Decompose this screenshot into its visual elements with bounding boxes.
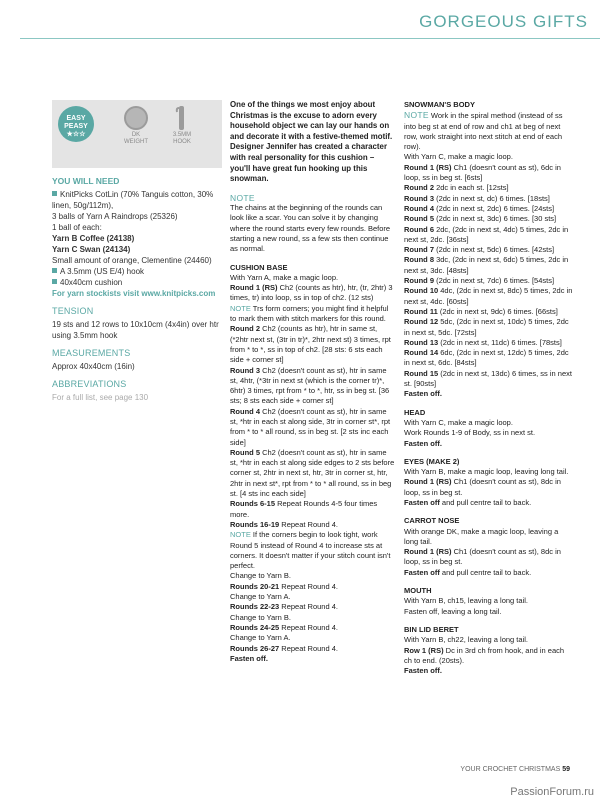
materials-list — [52, 189, 222, 288]
instruction-line — [230, 366, 396, 407]
instruction-line — [404, 225, 574, 246]
list-item: KnitPicks CotLin (70% Tanguis cotton, 30% linen, 50g/112m), — [52, 190, 214, 210]
round-label: Round 3 — [404, 193, 434, 203]
watermark: PassionForum.ru — [510, 786, 594, 798]
instruction-line — [404, 418, 574, 428]
round-label: Round 13 — [404, 337, 439, 347]
instruction-line — [230, 324, 396, 365]
yarn-weight-caption: DK WEIGHT — [124, 132, 148, 145]
instruction-text: With Yarn A, make a magic loop. — [230, 272, 339, 282]
round-label: Fasten off. — [404, 389, 442, 399]
beret-instructions — [404, 635, 574, 676]
eyes-instructions — [404, 467, 574, 508]
instruction-line — [404, 467, 574, 477]
instruction-text: Work Rounds 1-9 of Body, ss in next st. — [404, 428, 536, 438]
nose-heading: CARROT NOSE — [404, 516, 460, 526]
instruction-text: and pull centre tail to back. — [439, 497, 532, 507]
instruction-line — [404, 183, 574, 193]
head-instructions — [404, 418, 574, 449]
round-label: Round 11 — [404, 306, 438, 316]
instruction-line — [230, 530, 396, 571]
instruction-text: With Yarn C, make a magic loop. — [404, 152, 513, 162]
instruction-line — [404, 152, 574, 162]
badge-stars: ★☆☆ — [66, 131, 86, 138]
tension-heading: TENSION — [52, 306, 94, 316]
instruction-text: Change to Yarn B. — [230, 612, 292, 622]
instruction-line — [404, 596, 574, 606]
round-label: Fasten off. — [404, 438, 442, 448]
difficulty-badge — [58, 106, 94, 142]
eyes-heading: EYES (MAKE 2) — [404, 456, 460, 466]
cushion-instructions — [230, 273, 396, 664]
instruction-line — [404, 635, 574, 645]
body-note: NOTE Work in the spiral method (instead of ss into beg st at end of row and ch1 at beg of next row, work straight into next stitch at end of each row). — [404, 110, 563, 152]
instruction-text: If the corners begin to look tight, work Round 5 instead of Round 4 to increase sts at corners. It doesn't matter if your stitch count isn't perfect. — [230, 530, 391, 571]
instruction-text: (2dc in next st, 11dc) 6 times. [78sts] — [438, 337, 562, 347]
list-item: A 3.5mm (US E/4) hook — [52, 266, 222, 277]
round-label: Round 10 — [404, 286, 439, 296]
column-snowman — [404, 100, 574, 676]
round-label: Rounds 26-27 — [230, 643, 280, 653]
instruction-text: Repeat Round 4. — [279, 581, 338, 591]
instruction-line — [404, 389, 574, 399]
instruction-text: 2dc in each st. [12sts] — [434, 183, 509, 193]
header-banner — [0, 0, 600, 44]
section-title: GORGEOUS GIFTS — [419, 12, 588, 31]
instruction-line — [404, 439, 574, 449]
instruction-line — [404, 317, 574, 338]
instruction-line — [404, 163, 574, 184]
instruction-line — [404, 568, 574, 578]
instruction-text: Ch2 (counts as htr), htr in same st, (*2htr next st, (3tr in tr)*, 2htr next st) 3 times, rpt from * to *, ss in top of ch2. [28 sts: 6 sts each side + corner st] — [230, 324, 391, 365]
round-label: Round 7 — [404, 245, 434, 255]
magazine-name: YOUR CROCHET CHRISTMAS — [460, 766, 561, 773]
instruction-text: (2dc in next st, dc) 6 times. [18sts] — [434, 193, 550, 203]
instruction-line — [404, 286, 574, 307]
round-label: Round 2 — [230, 324, 260, 334]
note-label: NOTE — [230, 303, 251, 313]
round-label: Round 9 — [404, 276, 434, 286]
instruction-line — [404, 307, 574, 317]
round-label: Round 5 — [404, 214, 434, 224]
instruction-line — [230, 633, 396, 643]
round-label: Round 1 (RS) — [404, 162, 452, 172]
body-note-label: NOTE — [404, 110, 429, 121]
instruction-line — [404, 338, 574, 348]
note-label: NOTE — [230, 530, 251, 540]
instruction-text: Repeat Round 4. — [279, 622, 338, 632]
round-label: Round 12 — [404, 317, 439, 327]
intro-paragraph: One of the things we most enjoy about Christmas is the excuse to adorn every household object we can lay our hands on and decorate it with a festive-themed motif. Designer Jennifer has created a character with real personality for this cushion – you'll have great fun hooking up this snowman. — [230, 100, 393, 184]
crochet-hook-icon — [168, 104, 196, 132]
round-label: Fasten off — [404, 497, 440, 507]
page-number: 59 — [562, 766, 570, 773]
round-label: Round 3 — [230, 365, 260, 375]
instruction-line — [230, 602, 396, 612]
instruction-text: Repeat Round 4. — [279, 519, 338, 529]
instruction-line — [230, 407, 396, 448]
round-label: Round 15 — [404, 368, 439, 378]
instruction-text: (2dc in next st, 2dc) 6 times. [24sts] — [434, 203, 555, 213]
list-item: 3 balls of Yarn A Raindrops (25326) — [52, 212, 178, 221]
list-item: Yarn B Coffee (24138) — [52, 234, 135, 243]
instruction-text: 3dc, (2dc in next st, 6dc) 5 times, 2dc in next st, 3dc. [48sts] — [404, 255, 569, 275]
instruction-text: Change to Yarn A. — [230, 592, 291, 602]
instruction-text: (2dc in next st, 5dc) 6 times. [42sts] — [434, 245, 555, 255]
list-item: 40x40cm cushion — [52, 277, 222, 288]
instruction-text: 2dc, (2dc in next st, 4dc) 5 times, 2dc in next st, 2dc. [36sts] — [404, 224, 569, 244]
instruction-text: Ch2 (counts as htr), htr, (tr, 2htr) 3 times, tr) into loop, ss in top of ch2. (12 sts) — [230, 283, 393, 303]
instruction-text: With Yarn B, ch15, leaving a long tail. — [404, 596, 528, 606]
instruction-line — [230, 592, 396, 602]
note-heading: NOTE — [230, 192, 255, 203]
round-label: Rounds 16-19 — [230, 519, 280, 529]
instruction-text: Ch1 (doesn't count as st), 8dc in loop, ss in beg st. — [404, 547, 561, 567]
beret-heading: BIN LID BERET — [404, 624, 459, 634]
abbreviations-heading: ABBREVIATIONS — [52, 379, 127, 389]
round-label: Rounds 20-21 — [230, 581, 280, 591]
instruction-line — [404, 547, 574, 568]
instruction-line — [230, 654, 396, 664]
abbreviations-text: For a full list, see page 130 — [52, 393, 149, 402]
instruction-line — [404, 646, 574, 667]
instruction-line — [404, 194, 574, 204]
instruction-text: Repeat Round 4. — [279, 602, 338, 612]
round-label: Round 8 — [404, 255, 434, 265]
nose-instructions — [404, 527, 574, 578]
yarn-ball-icon — [124, 106, 148, 130]
stockists-link[interactable]: For yarn stockists visit www.knitpicks.com — [52, 289, 216, 298]
instruction-text: With Yarn B, make a magic loop, leaving long tail. — [404, 467, 569, 477]
instruction-text: Repeat Rounds 4-5 four times more. — [230, 499, 378, 519]
instruction-text: Fasten off, leaving a long tail. — [404, 606, 502, 616]
instruction-line — [230, 644, 396, 654]
instruction-line — [404, 204, 574, 214]
bullet-square-icon — [52, 191, 57, 196]
instruction-line — [404, 666, 574, 676]
instruction-text: With Yarn B, ch22, leaving a long tail. — [404, 635, 528, 645]
badge-line2: PEASY — [64, 123, 88, 130]
column-cushion — [230, 100, 396, 664]
instruction-line — [404, 477, 574, 498]
instruction-text: Change to Yarn A. — [230, 633, 291, 643]
instruction-text: (2dc in next st, 13dc) 6 times, ss in next st. [90sts] — [404, 368, 572, 389]
instruction-text: (2dc in next st, 9dc) 6 times. [66sts] — [437, 306, 558, 316]
instruction-line — [230, 571, 396, 581]
instruction-text: Ch2 (doesn't count as st), htr in same st, *htr in each st along side, 3tr in corner st*, rpt from * to * all round, ss in beg st. [2 sts inc each side] — [230, 406, 391, 447]
instruction-text: Dc in 3rd ch from hook, and in each ch to end. (20sts). — [404, 645, 565, 665]
round-label: Rounds 22-23 — [230, 602, 280, 612]
round-label: Round 4 — [230, 406, 260, 416]
body-instructions — [404, 152, 574, 399]
measurements-text: Approx 40x40cm (16in) — [52, 362, 135, 371]
note-paragraph: The chains at the beginning of the rounds can look like a scar. You can solve it by changing where the round starts every few rounds. Before starting a new round, ss a few sts then continue as normal. — [230, 203, 391, 254]
round-label: Round 5 — [230, 447, 260, 457]
instruction-line — [230, 283, 396, 304]
instruction-line — [404, 245, 574, 255]
instruction-text: 4dc, (2dc in next st, 8dc) 5 times, 2dc in next st, 4dc. [60sts] — [404, 286, 573, 306]
round-label: Rounds 24-25 — [230, 622, 280, 632]
instruction-line — [404, 369, 574, 390]
round-label: Round 14 — [404, 348, 439, 358]
instruction-text: Ch2 (doesn't count as st), htr in same st, 4htr, (*3tr in next st (which is the corner tr)*, 6htr) 3 times, rpt from * to *, htr, ss in beg st. [36 sts; 8 sts each side + corner st] — [230, 365, 390, 406]
round-label: Fasten off. — [404, 666, 442, 676]
instruction-line — [230, 613, 396, 623]
head-heading: HEAD — [404, 407, 426, 417]
round-label: Round 4 — [404, 203, 434, 213]
hook-size-caption: 3.5MM HOOK — [172, 132, 192, 145]
round-label: Round 6 — [404, 224, 434, 234]
instruction-text: Ch2 (doesn't count as st), htr in same st, *htr in each st along side edges to 2 sts before corner st, 2htr in next st, htr, 3tr in corner st, htr, 2htr in next st*, rpt from * to * all round, ss in beg st. [4 sts inc each side] — [230, 447, 395, 499]
bullet-square-icon — [52, 279, 57, 284]
bullet-square-icon — [52, 268, 57, 273]
instruction-line — [230, 623, 396, 633]
instruction-text: Repeat Round 4. — [279, 643, 338, 653]
instruction-line — [230, 520, 396, 530]
instruction-text: (2dc in next st, 7dc) 6 times. [54sts] — [434, 276, 555, 286]
instruction-line — [404, 498, 574, 508]
sidebar-materials — [52, 176, 222, 403]
instruction-line — [230, 582, 396, 592]
instruction-line — [404, 428, 574, 438]
page-footer — [460, 766, 570, 773]
list-item: Small amount of orange, Clementine (24460) — [52, 256, 212, 265]
instruction-text: Ch1 (doesn't count as st), 8dc in loop, ss in beg st. — [404, 477, 561, 497]
instruction-line — [230, 448, 396, 499]
mouth-instructions — [404, 596, 574, 617]
mouth-heading: MOUTH — [404, 586, 432, 596]
instruction-text: Ch1 (doesn't count as st), 6dc in loop, ss in beg st. [6sts] — [404, 162, 561, 183]
round-label: Round 1 (RS) — [404, 477, 452, 487]
list-item: 1 ball of each: — [52, 223, 102, 232]
measurements-heading: MEASUREMENTS — [52, 348, 131, 358]
instruction-line — [404, 348, 574, 369]
list-item: Yarn C Swan (24134) — [52, 245, 131, 254]
instruction-line — [404, 255, 574, 276]
round-label: Round 2 — [404, 183, 434, 193]
round-label: Fasten off — [404, 567, 440, 577]
instruction-text: With Yarn C, make a magic loop. — [404, 417, 513, 427]
instruction-line — [230, 499, 396, 520]
instruction-line — [230, 273, 396, 283]
instruction-line — [404, 527, 574, 548]
instruction-text: Change to Yarn B. — [230, 571, 292, 581]
instruction-text: (2dc in next st, 3dc) 6 times. [30 sts] — [434, 214, 557, 224]
instruction-text: With orange DK, make a magic loop, leaving a long tail. — [404, 526, 559, 546]
round-label: Round 1 (RS) — [230, 283, 278, 293]
you-will-need-heading: YOU WILL NEED — [52, 176, 120, 186]
round-label: Row 1 (RS) — [404, 645, 444, 655]
instruction-text: Trs form corners; you might find it helpful to mark them with stitch markers for this round. — [230, 303, 389, 324]
instruction-text: and pull centre tail to back. — [439, 567, 532, 577]
pattern-info-box — [52, 100, 222, 168]
snowman-body-heading: SNOWMAN'S BODY — [404, 100, 475, 109]
instruction-text: 6dc, (2dc in next st, 12dc) 5 times, 2dc in next st, 6dc. [84sts] — [404, 348, 569, 368]
badge-line1: EASY — [66, 115, 86, 122]
instruction-line — [230, 304, 396, 325]
cushion-base-heading: CUSHION BASE — [230, 262, 288, 272]
tension-text: 19 sts and 12 rows to 10x10cm (4x4in) over htr using 3.5mm hook — [52, 320, 219, 340]
header-rule — [20, 38, 600, 39]
round-label: Fasten off. — [230, 653, 268, 663]
instruction-line — [404, 607, 574, 617]
instruction-text: 5dc, (2dc in next st, 10dc) 5 times, 2dc in next st, 5dc. [72sts] — [404, 317, 569, 337]
instruction-line — [404, 214, 574, 224]
round-label: Rounds 6-15 — [230, 499, 276, 509]
round-label: Round 1 (RS) — [404, 547, 452, 557]
instruction-line — [404, 276, 574, 286]
